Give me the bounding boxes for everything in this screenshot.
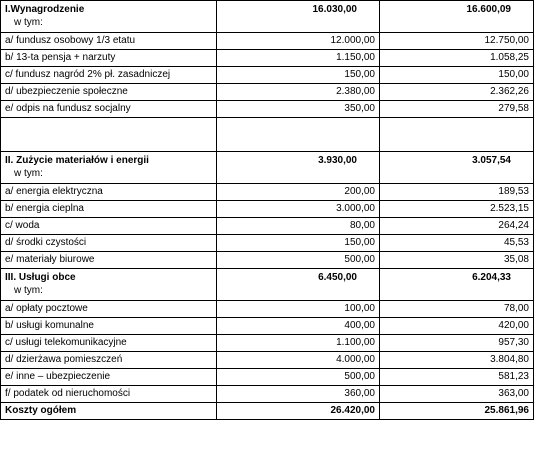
row-label: b/ usługi komunalne <box>1 318 217 335</box>
grand-total-plan: 26.420,00 <box>217 403 380 420</box>
row-plan-value: 2.380,00 <box>217 84 380 101</box>
table-row <box>1 201 534 218</box>
grand-total-actual: 25.861,96 <box>380 403 534 420</box>
section-total-plan: 16.030,00 <box>217 1 380 33</box>
row-actual-value: 45,53 <box>380 235 534 252</box>
table-row <box>1 84 534 101</box>
section-header-row <box>1 152 534 184</box>
row-label: d/ środki czystości <box>1 235 217 252</box>
row-actual-value: 363,00 <box>380 386 534 403</box>
section-header-row <box>1 269 534 301</box>
row-label: d/ dzierżawa pomieszczeń <box>1 352 217 369</box>
blank-cell <box>1 118 217 152</box>
section-subtitle: w tym: <box>14 285 43 296</box>
table-row <box>1 218 534 235</box>
row-plan-value: 200,00 <box>217 184 380 201</box>
row-plan-value: 3.000,00 <box>217 201 380 218</box>
row-plan-value: 100,00 <box>217 301 380 318</box>
row-actual-value: 150,00 <box>380 67 534 84</box>
table-row <box>1 184 534 201</box>
row-label: a/ opłaty pocztowe <box>1 301 217 318</box>
section-total-actual: 6.204,33 <box>380 269 534 301</box>
row-plan-value: 4.000,00 <box>217 352 380 369</box>
table-row <box>1 318 534 335</box>
grand-total-row <box>1 403 534 420</box>
section-subtitle: w tym: <box>14 17 43 28</box>
table-row <box>1 101 534 118</box>
row-actual-value: 264,24 <box>380 218 534 235</box>
row-label: a/ energia elektryczna <box>1 184 217 201</box>
row-plan-value: 150,00 <box>217 235 380 252</box>
table-row <box>1 67 534 84</box>
section-total-plan: 6.450,00 <box>217 269 380 301</box>
blank-cell <box>380 118 534 152</box>
row-plan-value: 80,00 <box>217 218 380 235</box>
section-total-plan: 3.930,00 <box>217 152 380 184</box>
section-subtitle: w tym: <box>14 168 43 179</box>
row-label: c/ woda <box>1 218 217 235</box>
row-plan-value: 360,00 <box>217 386 380 403</box>
section-title-cell <box>1 152 217 184</box>
table-row <box>1 301 534 318</box>
row-label: e/ odpis na fundusz socjalny <box>1 101 217 118</box>
row-label: d/ ubezpieczenie społeczne <box>1 84 217 101</box>
section-total-actual: 16.600,09 <box>380 1 534 33</box>
table-row <box>1 33 534 50</box>
section-header-row <box>1 1 534 33</box>
table-row <box>1 252 534 269</box>
row-label: c/ fundusz nagród 2% pł. zasadniczej <box>1 67 217 84</box>
table-row <box>1 50 534 67</box>
row-actual-value: 581,23 <box>380 369 534 386</box>
row-label: b/ 13-ta pensja + narzuty <box>1 50 217 67</box>
row-actual-value: 2.523,15 <box>380 201 534 218</box>
row-actual-value: 1.058,25 <box>380 50 534 67</box>
section-title: III. Usługi obce <box>5 272 76 283</box>
row-plan-value: 1.150,00 <box>217 50 380 67</box>
row-plan-value: 500,00 <box>217 369 380 386</box>
row-actual-value: 957,30 <box>380 335 534 352</box>
row-label: b/ energia cieplna <box>1 201 217 218</box>
blank-cell <box>217 118 380 152</box>
blank-row <box>1 118 534 152</box>
section-title-cell <box>1 1 217 33</box>
table-row <box>1 335 534 352</box>
row-plan-value: 400,00 <box>217 318 380 335</box>
row-actual-value: 12.750,00 <box>380 33 534 50</box>
row-actual-value: 2.362,26 <box>380 84 534 101</box>
row-plan-value: 500,00 <box>217 252 380 269</box>
row-label: f/ podatek od nieruchomości <box>1 386 217 403</box>
table-row <box>1 235 534 252</box>
table-row <box>1 369 534 386</box>
row-plan-value: 150,00 <box>217 67 380 84</box>
table-row <box>1 386 534 403</box>
row-actual-value: 189,53 <box>380 184 534 201</box>
section-total-actual: 3.057,54 <box>380 152 534 184</box>
grand-total-label: Koszty ogółem <box>1 403 217 420</box>
row-label: c/ usługi telekomunikacyjne <box>1 335 217 352</box>
row-label: e/ materiały biurowe <box>1 252 217 269</box>
section-title: II. Zużycie materiałów i energii <box>5 155 149 166</box>
row-actual-value: 35,08 <box>380 252 534 269</box>
row-actual-value: 78,00 <box>380 301 534 318</box>
row-actual-value: 3.804,80 <box>380 352 534 369</box>
row-actual-value: 420,00 <box>380 318 534 335</box>
row-label: a/ fundusz osobowy 1/3 etatu <box>1 33 217 50</box>
table-row <box>1 352 534 369</box>
section-title-cell <box>1 269 217 301</box>
section-title: I.Wynagrodzenie <box>5 4 85 15</box>
row-label: e/ inne – ubezpieczenie <box>1 369 217 386</box>
row-plan-value: 12.000,00 <box>217 33 380 50</box>
row-plan-value: 350,00 <box>217 101 380 118</box>
row-actual-value: 279,58 <box>380 101 534 118</box>
row-plan-value: 1.100,00 <box>217 335 380 352</box>
